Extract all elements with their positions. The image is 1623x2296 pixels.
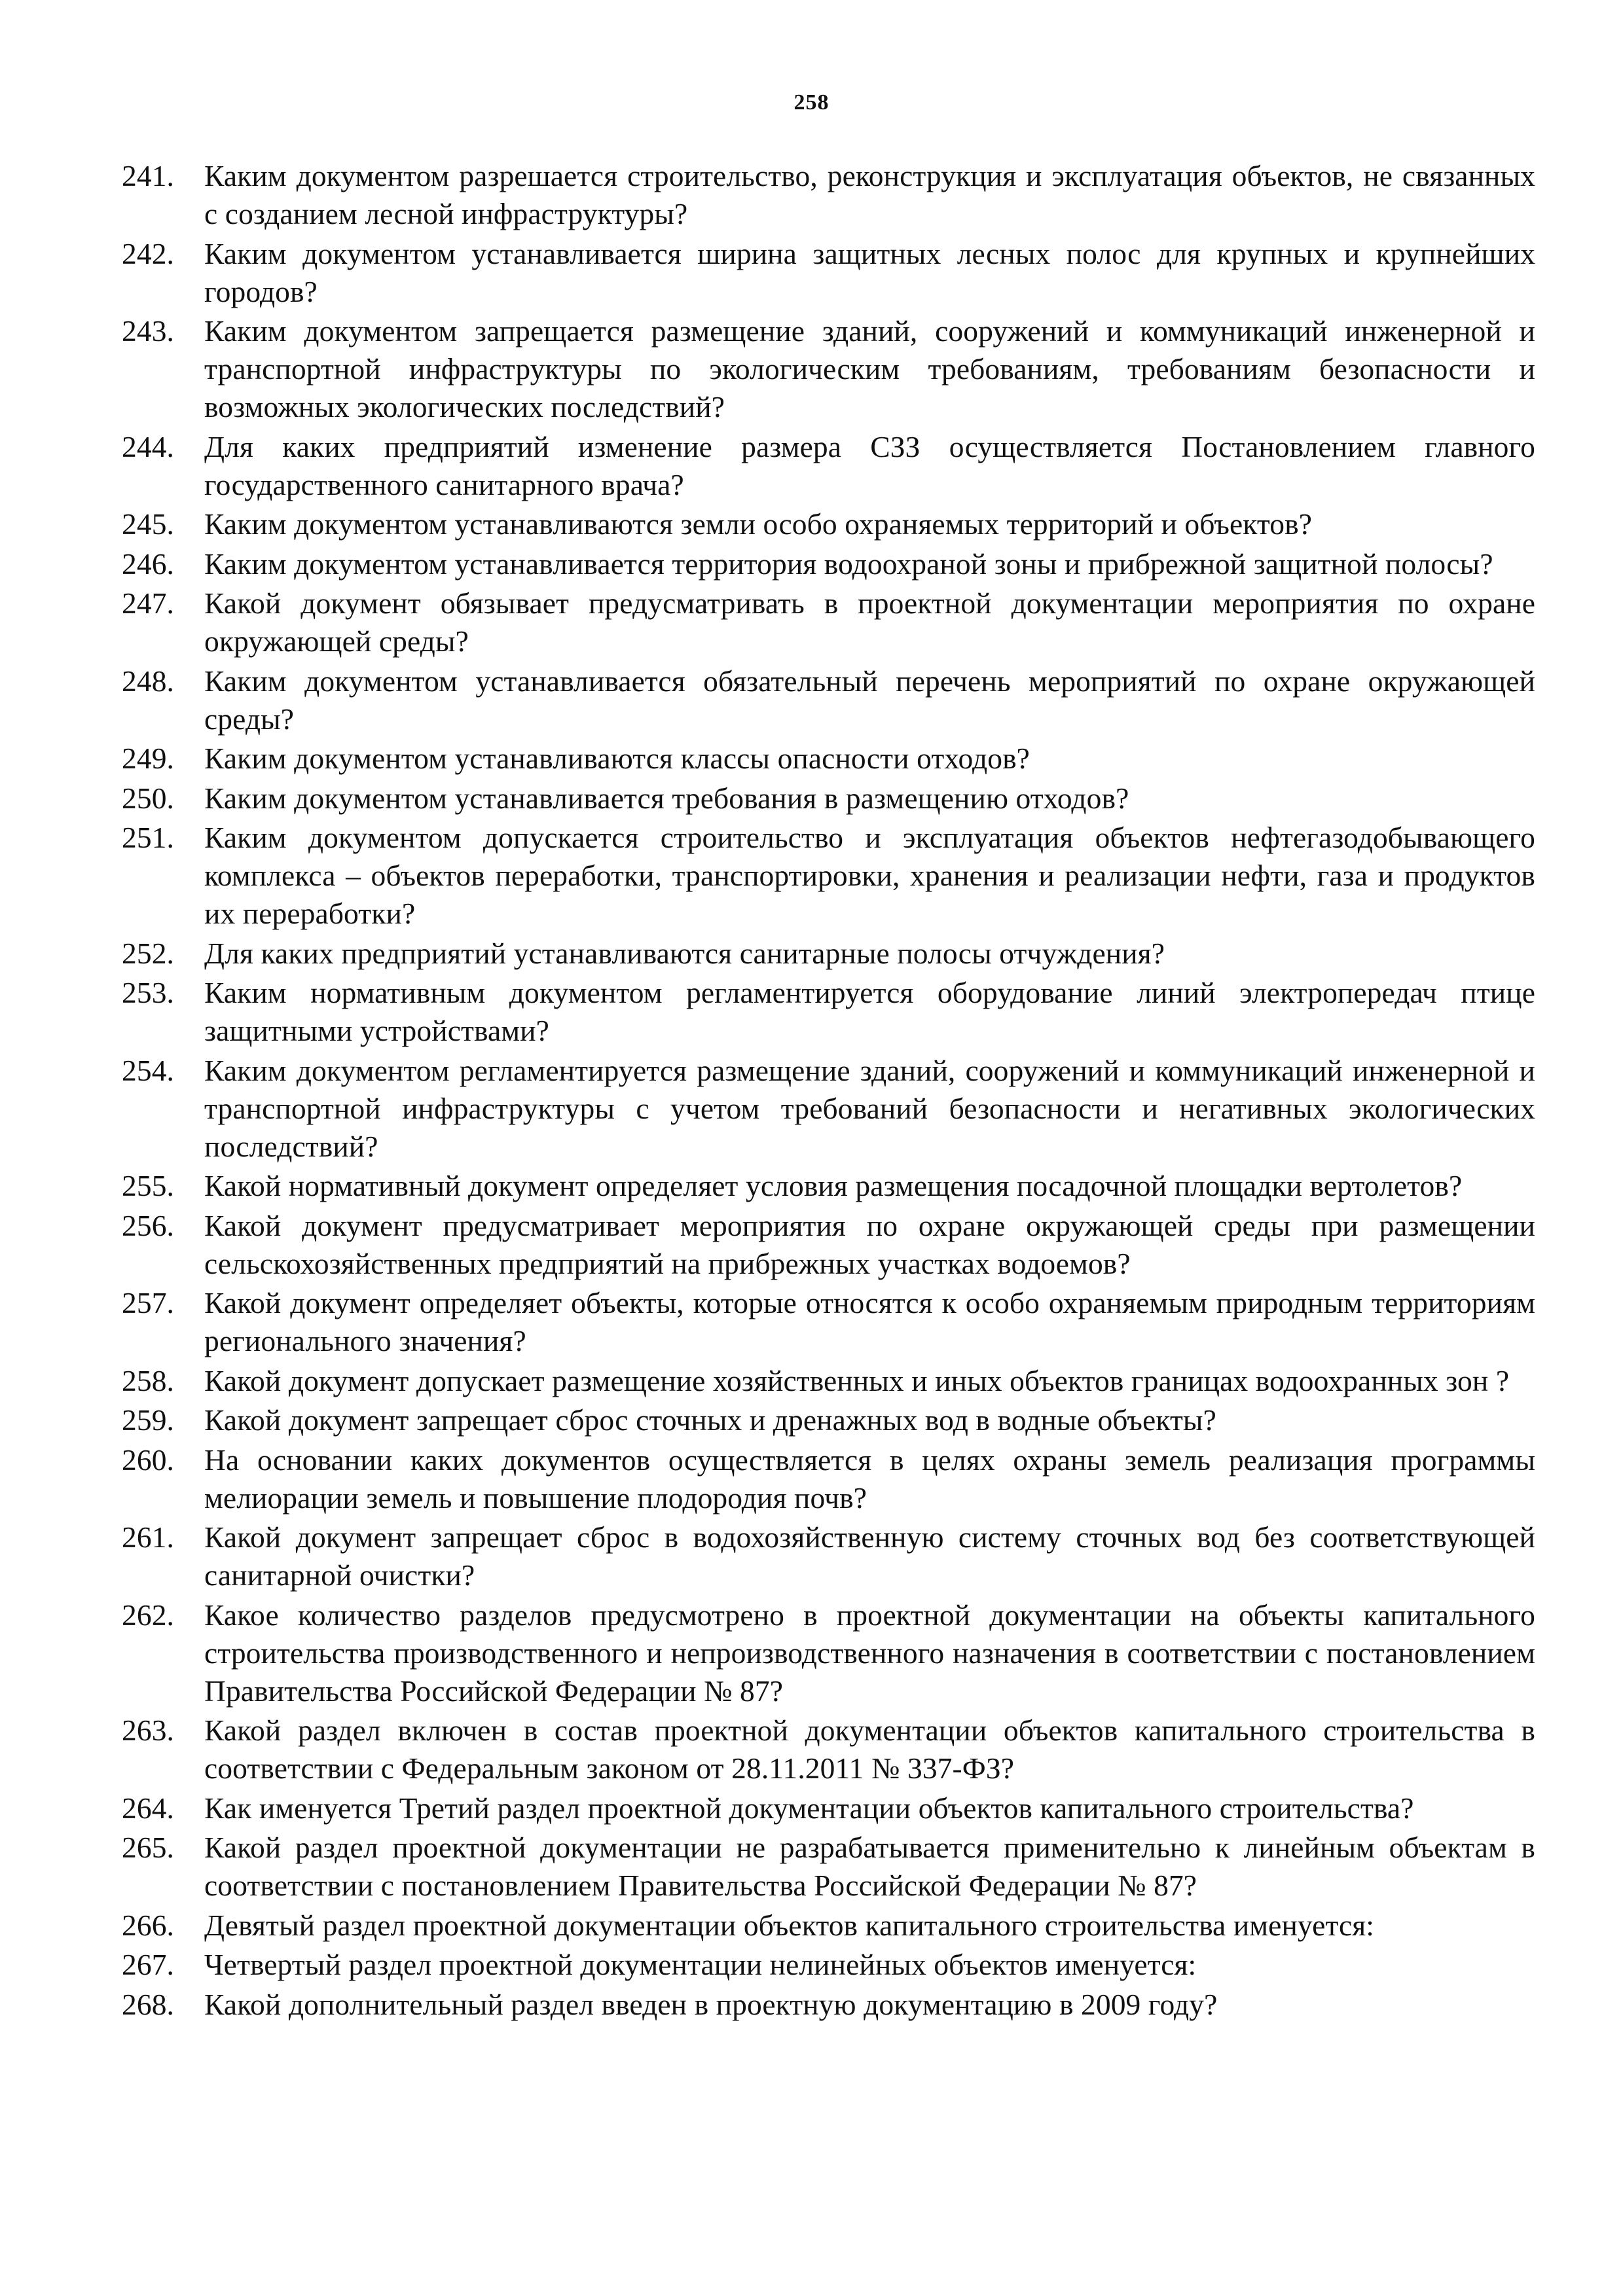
question-text: Какой дополнительный раздел введен в проектную документацию в 2009 году? <box>204 1987 1218 2021</box>
question-item <box>122 545 1535 583</box>
question-item <box>122 1518 1535 1594</box>
question-number: 268. <box>122 1987 175 2021</box>
question-item <box>122 1712 1535 1787</box>
question-number: 246. <box>122 547 175 581</box>
question-item <box>122 974 1535 1050</box>
question-number: 254. <box>122 1053 175 1087</box>
question-item <box>122 1052 1535 1166</box>
question-item <box>122 662 1535 738</box>
question-number: 264. <box>122 1791 175 1825</box>
question-number: 259. <box>122 1403 175 1437</box>
question-text: Какой раздел проектной документации не разрабатывается применительно к линейным объектам в соответствии с постановлением Правительства Российской Федерации № 87? <box>204 1831 1535 1902</box>
question-text: Каким документом запрещается размещение зданий, сооружений и коммуникаций инженерной и транспортной инфраструктуры по экологическим требованиям, требованиям безопасности и возможных экологических последствий? <box>204 314 1535 423</box>
question-text: Каким документом устанавливается ширина защитных лесных полос для крупных и крупнейших городов? <box>204 236 1535 308</box>
question-number: 244. <box>122 429 175 463</box>
question-text: Каким документом устанавливается территория водоохраной зоны и прибрежной защитной полосы? <box>204 547 1493 581</box>
question-item <box>122 1167 1535 1205</box>
question-number: 256. <box>122 1208 175 1242</box>
question-number: 250. <box>122 781 175 815</box>
question-list <box>122 157 1535 2024</box>
question-text: Каким документом устанавливается обязательный перечень мероприятий по охране окружающей среды? <box>204 664 1535 736</box>
question-item <box>122 428 1535 504</box>
question-item <box>122 740 1535 778</box>
question-text: Какой документ определяет объекты, которые относятся к особо охраняемым природным территориям регионального значения? <box>204 1286 1535 1357</box>
question-text: Девятый раздел проектной документации объектов капитального строительства именуется: <box>204 1908 1375 1942</box>
question-text: На основании каких документов осуществляется в целях охраны земель реализация программы мелиорации земель и повышение плодородия почв? <box>204 1443 1535 1515</box>
question-item <box>122 157 1535 233</box>
question-number: 255. <box>122 1169 175 1202</box>
question-item <box>122 1596 1535 1710</box>
question-number: 247. <box>122 586 175 620</box>
question-text: Для каких предприятий изменение размера СЗЗ осуществляется Постановлением главного государственного санитарного врача? <box>204 429 1535 501</box>
question-number: 241. <box>122 159 175 192</box>
question-item <box>122 312 1535 426</box>
question-number: 263. <box>122 1713 175 1747</box>
question-number: 249. <box>122 742 175 775</box>
question-number: 248. <box>122 664 175 698</box>
page-number: 258 <box>793 90 830 115</box>
question-item <box>122 1441 1535 1517</box>
question-item <box>122 780 1535 817</box>
question-text: Для каких предприятий устанавливаются санитарные полосы отчуждения? <box>204 936 1165 970</box>
question-number: 243. <box>122 314 175 348</box>
question-text: Какой документ предусматривает мероприятия по охране окружающей среды при размещении сельскохозяйственных предприятий на прибрежных участках водоемов? <box>204 1208 1535 1280</box>
question-text: Каким документом регламентируется размещение зданий, сооружений и коммуникаций инженерной и транспортной инфраструктуры с учетом требований безопасности и негативных экологических последствий? <box>204 1053 1535 1163</box>
question-text: Как именуется Третий раздел проектной документации объектов капитального строительства? <box>204 1791 1414 1825</box>
question-number: 253. <box>122 976 175 1009</box>
question-number: 257. <box>122 1286 175 1319</box>
question-text: Каким документом устанавливаются классы опасности отходов? <box>204 742 1030 775</box>
question-text: Какой документ запрещает сброс сточных и дренажных вод в водные объекты? <box>204 1403 1216 1437</box>
question-number: 261. <box>122 1520 175 1554</box>
question-number: 266. <box>122 1908 175 1942</box>
question-text: Какой документ запрещает сброс в водохозяйственную систему сточных вод без соответствующей санитарной очистки? <box>204 1520 1535 1592</box>
question-number: 242. <box>122 236 175 270</box>
question-item <box>122 1284 1535 1360</box>
question-item <box>122 1829 1535 1905</box>
question-item <box>122 819 1535 933</box>
question-number: 265. <box>122 1831 175 1864</box>
question-number: 252. <box>122 936 175 970</box>
question-item <box>122 935 1535 973</box>
question-text: Какое количество разделов предусмотрено в проектной документации на объекты капитального строительства производственного и непроизводственного назначения в соответствии с постановлением Правительства Российской Федерации № 87? <box>204 1598 1535 1708</box>
question-text: Какой нормативный документ определяет условия размещения посадочной площадки вертолетов? <box>204 1169 1463 1202</box>
question-number: 267. <box>122 1948 175 1981</box>
question-text: Какой документ допускает размещение хозяйственных и иных объектов границах водоохранных зон ? <box>204 1363 1510 1397</box>
question-number: 260. <box>122 1443 175 1477</box>
question-text: Каким документом разрешается строительство, реконструкция и эксплуатация объектов, не связанных с созданием лесной инфраструктуры? <box>204 159 1535 230</box>
question-text: Каким нормативным документом регламентируется оборудование линий электропередач птице защитными устройствами? <box>204 976 1535 1047</box>
question-text: Какой документ обязывает предусматривать в проектной документации мероприятия по охране окружающей среды? <box>204 586 1535 658</box>
question-text: Четвертый раздел проектной документации нелинейных объектов именуется: <box>204 1948 1197 1981</box>
question-number: 245. <box>122 507 175 541</box>
question-item <box>122 584 1535 660</box>
question-item <box>122 1401 1535 1439</box>
question-item <box>122 235 1535 311</box>
question-number: 258. <box>122 1363 175 1397</box>
question-item <box>122 1362 1535 1400</box>
question-item <box>122 1789 1535 1827</box>
question-item <box>122 1207 1535 1283</box>
question-item <box>122 1946 1535 1984</box>
question-text: Каким документом допускается строительство и эксплуатация объектов нефтегазодобывающего комплекса – объектов переработки, транспортировки, хранения и реализации нефти, газа и продуктов их переработки? <box>204 821 1535 930</box>
question-number: 251. <box>122 821 175 854</box>
question-item <box>122 1907 1535 1945</box>
question-item <box>122 505 1535 543</box>
question-text: Какой раздел включен в состав проектной документации объектов капитального строительства в соответствии с Федеральным законом от 28.11.2011 № 337-ФЗ? <box>204 1713 1535 1785</box>
question-item <box>122 1986 1535 2024</box>
question-text: Каким документом устанавливается требования в размещению отходов? <box>204 781 1129 815</box>
question-text: Каким документом устанавливаются земли особо охраняемых территорий и объектов? <box>204 507 1313 541</box>
question-number: 262. <box>122 1598 175 1632</box>
